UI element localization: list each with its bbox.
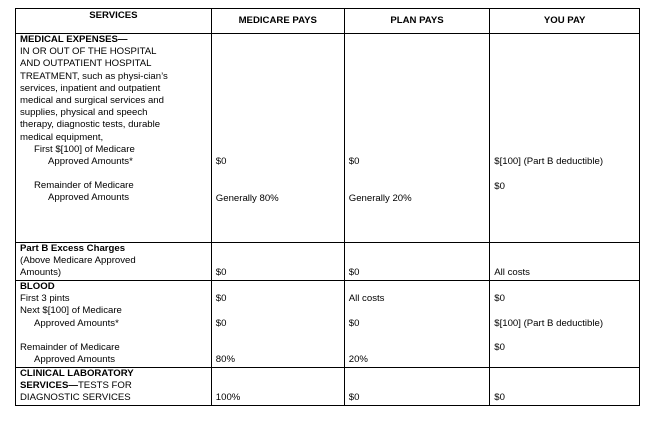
lab-you: $0	[494, 392, 505, 403]
lab-line3: DIAGNOSTIC SERVICES	[20, 392, 131, 404]
medical-expenses-services	[16, 34, 212, 243]
medical-you-cell	[490, 34, 640, 243]
header-row	[16, 9, 640, 34]
blood-medicare-cell	[211, 281, 344, 368]
medical-desc-5: medical and surgical services and	[20, 95, 164, 107]
lab-plan: $0	[348, 392, 360, 403]
excess-medicare-cell	[211, 243, 344, 281]
blood-pints-plan: All costs	[348, 293, 385, 304]
medical-expenses-row	[16, 34, 640, 243]
medical-first-medicare: $0	[215, 156, 227, 167]
blood-next-plan: $0	[348, 318, 360, 329]
medical-remainder-line2: Approved Amounts	[48, 192, 130, 204]
lab-title-line2: SERVICES—	[20, 380, 78, 392]
header-services: SERVICES	[16, 9, 212, 34]
excess-title: Part B Excess Charges	[20, 243, 126, 254]
blood-next-medicare: $0	[215, 318, 227, 329]
clinical-lab-row	[16, 368, 640, 406]
medical-remainder-medicare: Generally 80%	[215, 193, 279, 204]
blood-title: BLOOD	[20, 281, 55, 292]
medical-desc-7: therapy, diagnostic tests, durable	[20, 119, 161, 131]
lab-title-line1: CLINICAL LABORATORY	[20, 368, 134, 379]
lab-title-line2-rest: TESTS FOR	[77, 380, 132, 392]
header-you-pay: YOU PAY	[490, 9, 640, 34]
blood-services	[16, 281, 212, 368]
lab-plan-cell	[344, 368, 490, 406]
excess-you: All costs	[494, 267, 530, 278]
excess-plan-cell	[344, 243, 490, 281]
medical-remainder-line1: Remainder of Medicare	[34, 180, 134, 192]
medical-first-line2: Approved Amounts*	[48, 156, 133, 168]
blood-remainder-plan: 20%	[348, 354, 368, 365]
medical-plan-cell	[344, 34, 490, 243]
medical-first-plan: $0	[348, 156, 360, 167]
medical-title: MEDICAL EXPENSES—	[20, 34, 128, 45]
lab-medicare-cell	[211, 368, 344, 406]
blood-plan-cell	[344, 281, 490, 368]
medical-desc-3: TREATMENT, such as physi-cian’s	[20, 70, 168, 82]
lab-medicare: 100%	[215, 392, 241, 403]
blood-next-line1: Next $[100] of Medicare	[20, 305, 122, 317]
blood-next-you: $[100] (Part B deductible)	[494, 318, 604, 329]
medical-first-you: $[100] (Part B deductible)	[494, 156, 604, 167]
lab-you-cell	[490, 368, 640, 406]
blood-pints-medicare: $0	[215, 293, 227, 304]
blood-remainder-medicare: 80%	[215, 354, 235, 365]
excess-line2: Amounts)	[20, 267, 62, 279]
excess-charges-row	[16, 243, 640, 281]
excess-plan: $0	[348, 267, 360, 278]
medical-desc-2: AND OUTPATIENT HOSPITAL	[20, 58, 152, 70]
medical-remainder-plan: Generally 20%	[348, 193, 412, 204]
medical-desc-8: medical equipment,	[20, 131, 104, 143]
blood-row	[16, 281, 640, 368]
medical-remainder-you: $0	[494, 181, 505, 192]
excess-you-cell	[490, 243, 640, 281]
benefits-table	[15, 8, 640, 406]
header-medicare-pays: MEDICARE PAYS	[211, 9, 344, 34]
blood-remainder-you: $0	[494, 342, 505, 353]
blood-pints-you: $0	[494, 293, 505, 304]
blood-you-cell	[490, 281, 640, 368]
blood-remainder-line1: Remainder of Medicare	[20, 341, 120, 353]
medical-desc-1: IN OR OUT OF THE HOSPITAL	[20, 46, 157, 58]
blood-remainder-line2: Approved Amounts	[34, 354, 116, 366]
header-plan-pays: PLAN PAYS	[344, 9, 490, 34]
medical-desc-4: services, inpatient and outpatient	[20, 82, 161, 94]
lab-services	[16, 368, 212, 406]
medical-medicare-cell	[211, 34, 344, 243]
excess-medicare: $0	[215, 267, 227, 278]
blood-pints: First 3 pints	[20, 293, 70, 305]
excess-services	[16, 243, 212, 281]
blood-next-line2: Approved Amounts*	[34, 317, 119, 329]
medical-first-line1: First $[100] of Medicare	[34, 143, 135, 155]
excess-line1: (Above Medicare Approved	[20, 255, 136, 267]
medical-desc-6: supplies, physical and speech	[20, 107, 148, 119]
